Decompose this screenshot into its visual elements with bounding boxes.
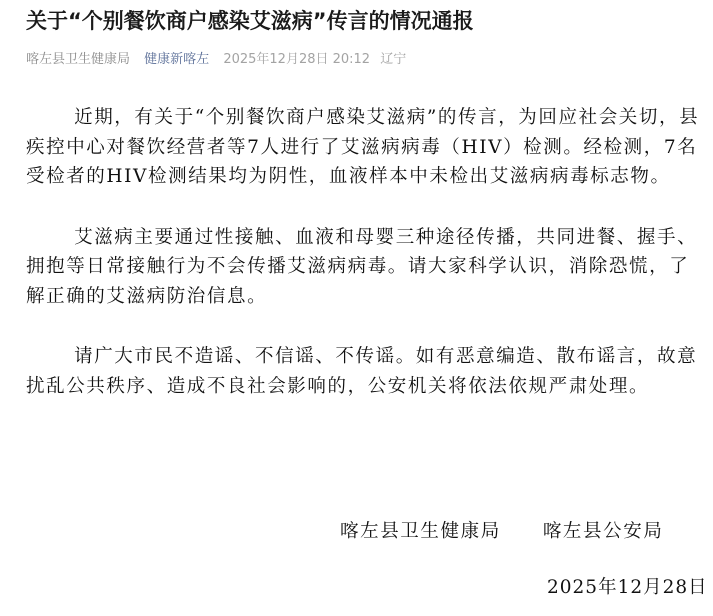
article-paragraph-2: 艾滋病主要通过性接触、血液和母婴三种途径传播，共同进餐、握手、拥抱等日常接触行为不会传播艾滋病病毒。请大家科学认识，消除恐慌，了解正确的艾滋病防治信息。 — [26, 226, 698, 307]
article-paragraph-1: 近期，有关于“个别餐饮商户感染艾滋病”的传言，为回应社会关切，县疾控中心对餐饮经营者等7人进行了艾滋病病毒（HIV）检测。经检测，7名受检者的HIV检测结果均为阴性，血液样本中未检出艾滋病病毒标志物。 — [26, 107, 700, 187]
article-meta — [26, 50, 416, 70]
publish-location: 辽宁 — [380, 52, 407, 67]
publish-date: 2025年12月28日 20:12 — [223, 52, 371, 67]
article-source: 喀左县卫生健康局 — [26, 52, 131, 67]
signature-health-bureau: 喀左县卫生健康局 — [340, 521, 501, 542]
signature-block — [340, 518, 663, 546]
signature-public-security-bureau: 喀左县公安局 — [542, 521, 664, 542]
account-name-link[interactable]: 健康新喀左 — [144, 52, 210, 67]
article-body — [26, 103, 706, 432]
signature-date: 2025年12月28日 — [547, 577, 708, 598]
article-title: 关于“个别餐饮商户感染艾滋病”传言的情况通报 — [26, 9, 474, 33]
article-paragraph-3: 请广大市民不造谣、不信谣、不传谣。如有恶意编造、散布谣言，故意扰乱公共秩序、造成不良社会影响的，公安机关将依法依规严肃处理。 — [26, 346, 698, 397]
